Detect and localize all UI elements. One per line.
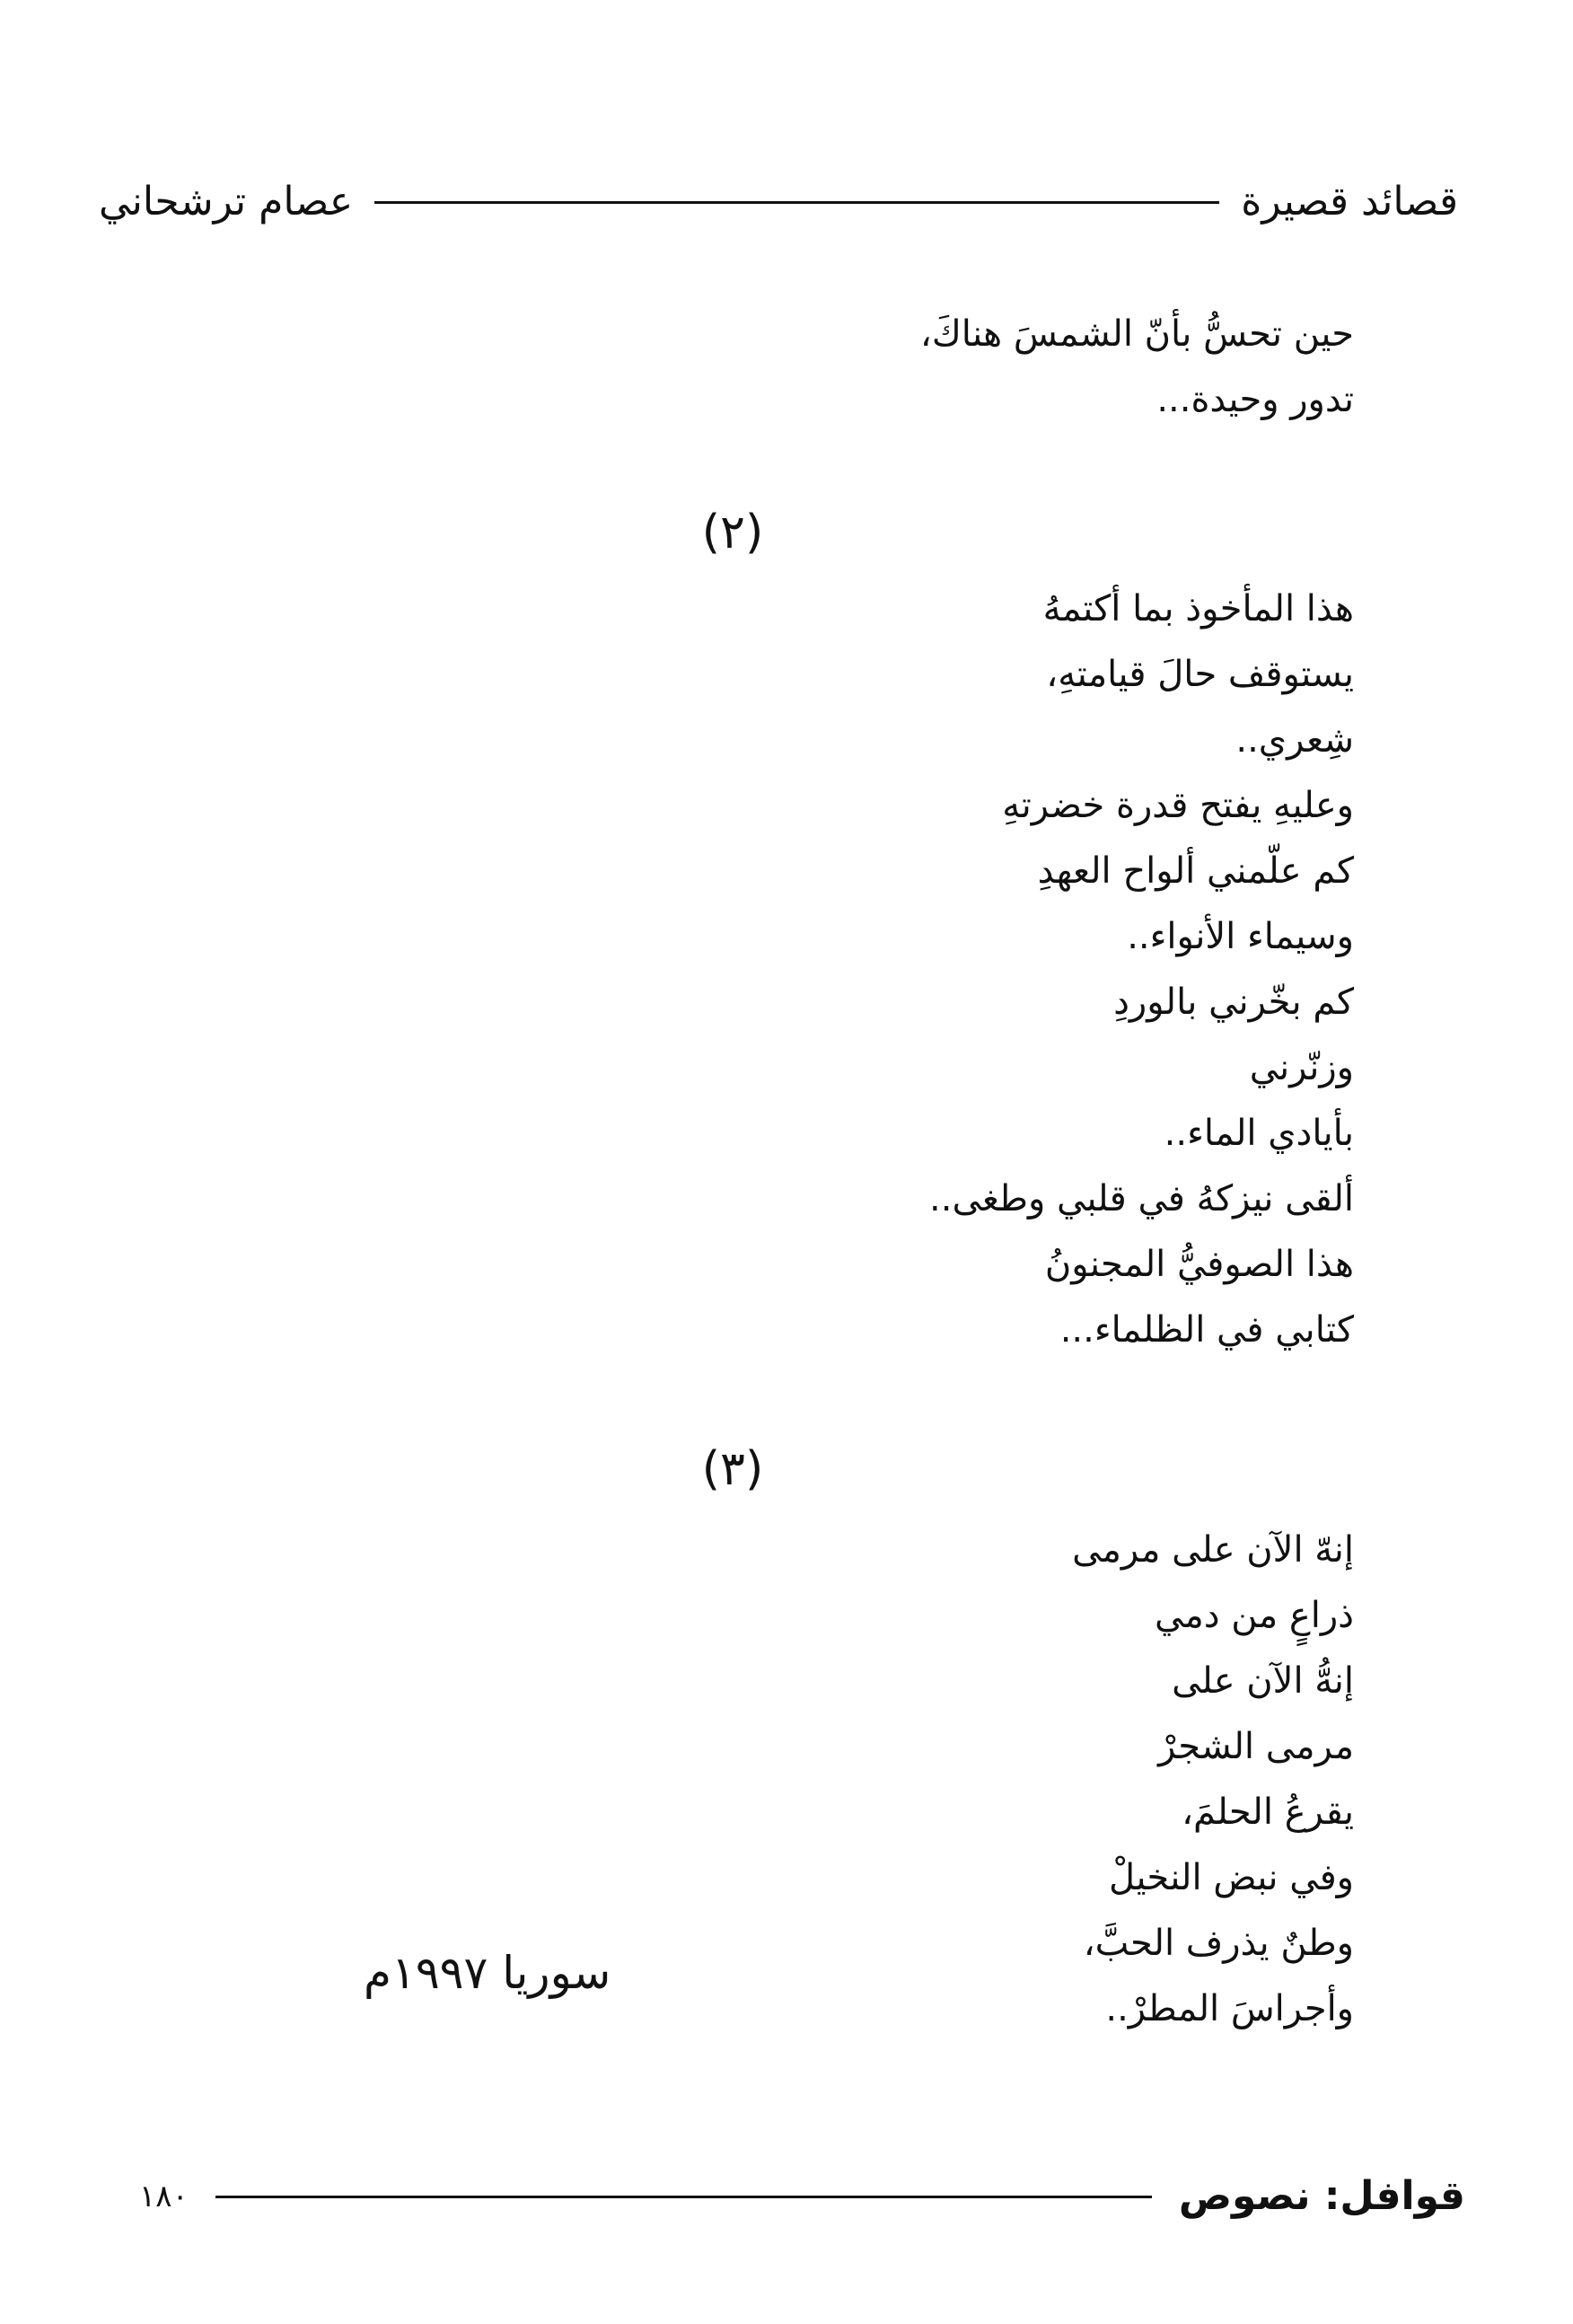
- journal-title: قوافل: نصوص: [1178, 2173, 1465, 2219]
- poem-line: بأيادي الماء..: [1164, 1113, 1354, 1154]
- poem-line: حين تحسُّ بأنّ الشمسَ هناكَ،: [919, 313, 1354, 355]
- poem-line: شِعري..: [1235, 719, 1354, 761]
- running-footer: [139, 2170, 1465, 2223]
- section-number: (٢): [701, 506, 764, 559]
- poem-line: وأجراسَ المطرْ..: [1105, 1988, 1354, 2029]
- poem-line: وزنّرني: [1249, 1047, 1354, 1088]
- poem-continuation: [920, 302, 1354, 433]
- place-date-signature: سوريا ١٩٩٧م: [364, 1947, 611, 1999]
- running-header: [99, 171, 1458, 233]
- footer-rule: [215, 2196, 1152, 2198]
- poem-line: وطنٌ يذرف الحبَّ،: [1083, 1923, 1354, 1964]
- section-number: (٣): [701, 1442, 764, 1496]
- poem-line: وسيماء الأنواء..: [1127, 916, 1354, 957]
- poem-line: مرمى الشجرْ: [1158, 1726, 1354, 1767]
- poem-section-2: [929, 577, 1354, 1363]
- poem-line: كم بخّرني بالوردِ: [1113, 982, 1354, 1023]
- poem-line: هذا المأخوذ بما أكتمهُ: [1042, 588, 1354, 629]
- author-name: عصام ترشحاني: [99, 179, 354, 224]
- poem-line: ألقى نيزكهُ في قلبي وطغى..: [929, 1178, 1354, 1219]
- poem-line: يقرعُ الحلمَ،: [1182, 1791, 1354, 1833]
- series-title: قصائد قصيرة: [1241, 179, 1458, 224]
- poem-line: يستوقف حالَ قيامتهِ،: [1046, 654, 1354, 695]
- poem-section-3: [1072, 1518, 1354, 2042]
- poem-line: كم علّمني ألواح العهدِ: [1037, 850, 1354, 892]
- poem-line: وعليهِ يفتح قدرة خضرتهِ: [1002, 785, 1354, 826]
- poem-line: وفي نبض النخيلْ: [1109, 1857, 1354, 1898]
- poem-line: هذا الصوفيُّ المجنونُ: [1044, 1244, 1354, 1285]
- header-rule: [374, 201, 1219, 204]
- poem-line: ذراعٍ من دمي: [1155, 1595, 1354, 1636]
- poem-line: تدور وحيدة...: [1156, 379, 1354, 420]
- page-number: ١٨٠: [139, 2179, 189, 2214]
- poem-line: إنهُّ الآن على: [1172, 1660, 1354, 1702]
- poem-line: إنهّ الآن على مرمى: [1072, 1529, 1354, 1571]
- poem-line: كتابي في الظلماء...: [1059, 1309, 1354, 1351]
